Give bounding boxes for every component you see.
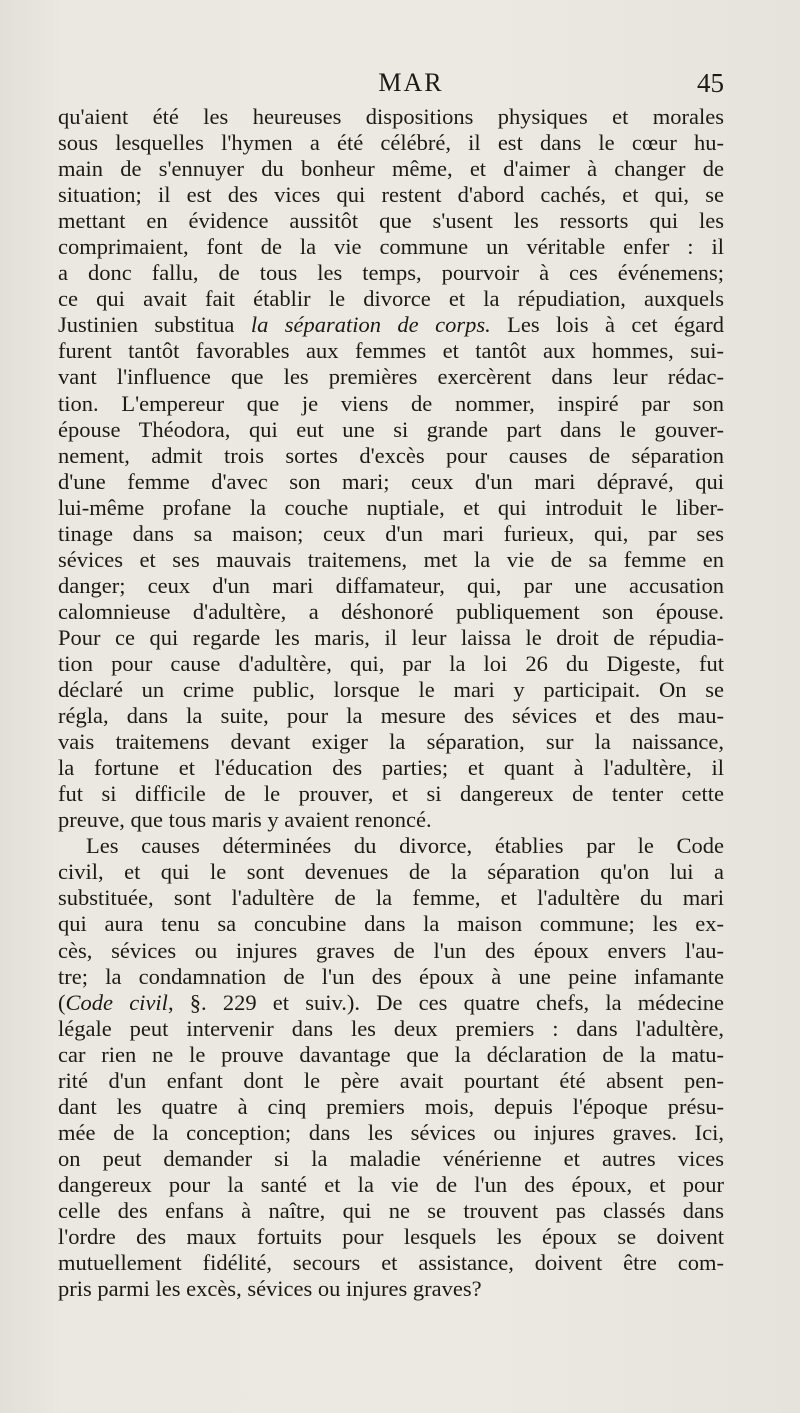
text-line: dant les quatre à cinq premiers mois, depuis l'époque présu- [58,1093,724,1119]
text-line: tre; la condamnation de l'un des époux à une peine infamante [58,963,724,989]
text-line: déclaré un crime public, lorsque le mari y participait. On se [58,677,724,703]
text-line: régla, dans la suite, pour la mesure des sévices et des mau- [58,703,724,729]
text-line [58,990,724,1016]
text-line: tion. L'empereur que je viens de nommer, inspiré par son [58,390,724,416]
text-line: tinage dans sa maison; ceux d'un mari furieux, qui, par ses [58,520,724,546]
text-run: Les lois à cet égard [490,312,724,338]
text-line: qu'aient été les heureuses dispositions physiques et morales [58,104,724,129]
text-run: Justinien substitua [58,312,251,338]
text-line: furent tantôt favorables aux femmes et tantôt aux hommes, sui- [58,338,724,364]
text-run: , §. 229 et suiv.). De ces quatre chefs, la médecine [167,989,724,1015]
italic-run: la séparation de corps. [250,312,491,338]
text-line: ce qui avait fait établir le divorce et la répudiation, auxquels [58,286,724,312]
text-line: tion pour cause d'adultère, qui, par la loi 26 du Digeste, fut [58,650,724,676]
text-line: la fortune et l'éducation des parties; et quant à l'adultère, il [58,755,724,781]
text-line: vant l'influence que les premières exercèrent dans leur rédac- [58,364,724,390]
running-head: MAR [378,68,444,97]
text-line: comprimaient, font de la vie commune un véritable enfer : il [58,234,724,260]
text-line: cès, sévices ou injures graves de l'un des époux envers l'au- [58,937,724,963]
paragraph-first-line: Les causes déterminées du divorce, établies par le Code [86,833,724,859]
text-line: danger; ceux d'un mari diffamateur, qui, par une accusation [58,572,724,598]
text-line: légale peut intervenir dans les deux premiers : dans l'adultère, [58,1015,724,1041]
text-line: celle des enfans à naître, qui ne se trouvent pas classés dans [58,1197,724,1223]
text-line: car rien ne le prouve davantage que la déclaration de la matu- [58,1041,724,1067]
text-line: mettant en évidence aussitôt que s'usent les ressorts qui les [58,208,724,234]
text-line: d'une femme d'avec son mari; ceux d'un mari dépravé, qui [58,468,724,494]
text-line: dangereux pour la santé et la vie de l'un des époux, et pour [58,1171,724,1197]
text-line: Pour ce qui regarde les maris, il leur laissa le droit de répudia- [58,624,724,650]
text-line: l'ordre des maux fortuits pour lesquels les époux se doivent [58,1224,724,1250]
text-line [58,312,724,338]
text-line: a donc fallu, de tous les temps, pourvoir à ces événemens; [58,260,724,286]
text-line: lui-même profane la couche nuptiale, et qui introduit le liber- [58,494,724,520]
text-line: nement, admit trois sortes d'excès pour causes de séparation [58,442,724,468]
paragraph-end-line: preuve, que tous maris y avaient renoncé. [58,807,432,833]
text-line: main de s'ennuyer du bonheur même, et d'aimer à changer de [58,156,724,182]
text-line: on peut demander si la maladie vénérienne et autres vices [58,1145,724,1171]
text-line: mée de la conception; dans les sévices ou injures graves. Ici, [58,1119,724,1145]
text-line: mutuellement fidélité, secours et assistance, doivent être com- [58,1250,724,1276]
body-text [58,104,724,1302]
text-line: épouse Théodora, qui eut une si grande part dans le gouver- [58,416,724,442]
text-line: situation; il est des vices qui restent d'abord cachés, et qui, se [58,182,724,208]
page-number: 45 [697,68,724,98]
text-run: ( [58,989,66,1015]
paragraph-end-line: pris parmi les excès, sévices ou injures graves? [58,1276,482,1302]
text-line: calomnieuse d'adultère, a déshonoré publiquement son épouse. [58,598,724,624]
text-line: fut si difficile de le prouver, et si dangereux de tenter cette [58,781,724,807]
text-line: civil, et qui le sont devenues de la séparation qu'on lui a [58,859,724,885]
text-line: vais traitemens devant exiger la séparation, sur la naissance, [58,729,724,755]
page-header [58,68,724,104]
text-line: qui aura tenu sa concubine dans la maison commune; les ex- [58,911,724,937]
text-line: substituée, sont l'adultère de la femme, et l'adultère du mari [58,885,724,911]
text-line: rité d'un enfant dont le père avait pourtant été absent pen- [58,1067,724,1093]
italic-run: Code civil [65,989,168,1015]
text-line: sévices et ses mauvais traitemens, met la vie de sa femme en [58,546,724,572]
text-line: sous lesquelles l'hymen a été célébré, il est dans le cœur hu- [58,130,724,156]
